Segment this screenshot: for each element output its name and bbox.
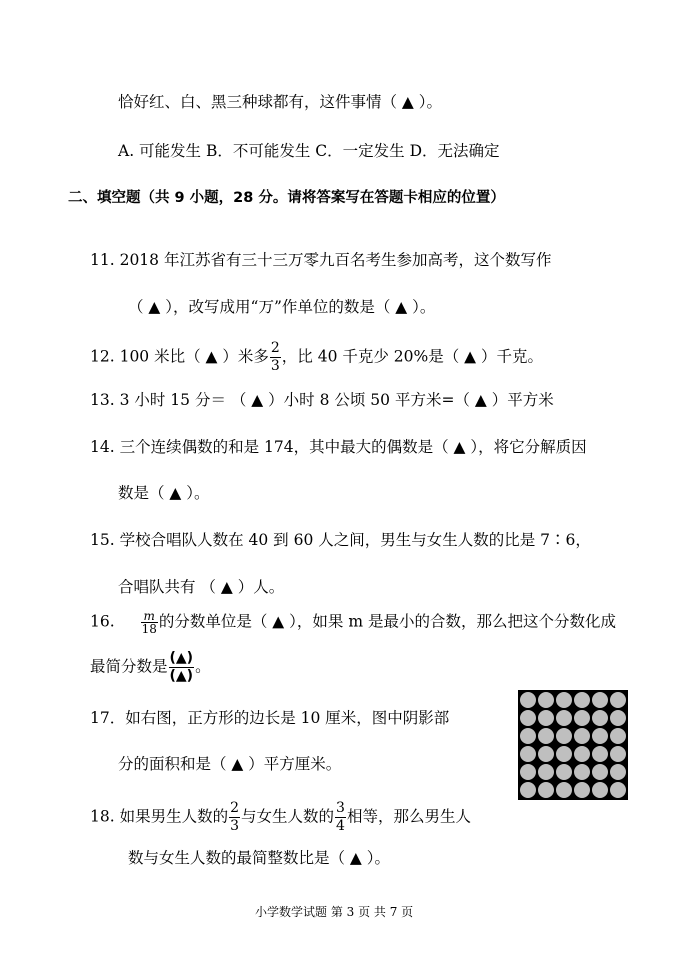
grid-circle xyxy=(538,782,555,799)
grid-circle xyxy=(556,764,573,781)
fraction-denominator: 18 xyxy=(141,622,157,636)
grid-circle xyxy=(610,710,627,727)
grid-circle xyxy=(574,764,591,781)
fraction-denominator: 3 xyxy=(270,358,280,374)
grid-circle xyxy=(520,764,537,781)
q16-text: 的分数单位是（ ▲ ），如果 m 是最小的合数，那么把这个分数化成 xyxy=(158,612,616,631)
fraction-numerator: 2 xyxy=(230,800,239,816)
q12 xyxy=(90,340,543,375)
grid-circle xyxy=(610,692,627,709)
fraction-denominator: (▲) xyxy=(169,668,194,684)
section-title: 二、填空题（共 9 小题，28 分。请将答案写在答题卡相应的位置） xyxy=(68,190,505,206)
fraction-numerator: 3 xyxy=(336,800,345,816)
q17-line2: 分的面积和是（ ▲ ）平方厘米。 xyxy=(118,755,342,773)
fraction-numerator: m xyxy=(141,610,158,623)
q13: 13. 3 小时 15 分＝ （ ▲ ）小时 8 公顷 50 平方米=（ ▲ ）平方米 xyxy=(90,391,554,409)
grid-circle xyxy=(556,710,573,727)
q18-text-2: 与女生人数的 xyxy=(241,807,335,826)
grid-circle xyxy=(592,746,609,763)
grid-circle xyxy=(520,728,537,745)
grid-circle xyxy=(538,764,555,781)
grid-circle xyxy=(574,782,591,799)
grid-circle xyxy=(538,710,555,727)
grid-circle xyxy=(520,692,537,709)
grid-circle xyxy=(556,728,573,745)
q18-text-1: 18. 如果男生人数的 xyxy=(90,807,229,826)
q10-options: A. 可能发生 B．不可能发生 C．一定发生 D．无法确定 xyxy=(118,142,500,160)
grid-circle xyxy=(556,782,573,799)
fraction-numerator: 2 xyxy=(270,340,280,356)
fraction-m-over-18 xyxy=(141,610,158,635)
q10-continuation: 恰好红、白、黑三种球都有，这件事情（ ▲ ）。 xyxy=(118,93,443,111)
q16-line2 xyxy=(90,650,211,685)
q18-text-3: 相等，那么男生人 xyxy=(346,807,471,826)
grid-circle xyxy=(538,692,555,709)
grid-circle xyxy=(574,710,591,727)
q15-line1: 15. 学校合唱队人数在 40 到 60 人之间，男生与女生人数的比是 7∶6， xyxy=(90,531,591,549)
fraction-three-fourths xyxy=(335,800,346,835)
fraction-denominator: 4 xyxy=(336,818,345,834)
grid-circle xyxy=(538,728,555,745)
q11-line2: （ ▲ ），改写成用“万”作单位的数是（ ▲ ）。 xyxy=(128,298,436,316)
grid-circle xyxy=(520,710,537,727)
grid-circle xyxy=(574,692,591,709)
fraction-denominator: 3 xyxy=(230,818,239,834)
grid-circle xyxy=(574,746,591,763)
q11-line1: 11. 2018 年江苏省有三十三万零九百名考生参加高考，这个数写作 xyxy=(90,251,552,269)
fraction-two-thirds xyxy=(270,340,281,375)
q16-number: 16. xyxy=(90,612,115,631)
q15-line2: 合唱队共有 （ ▲ ）人。 xyxy=(118,578,285,596)
grid-circle xyxy=(538,746,555,763)
fraction-numerator: (▲) xyxy=(169,650,194,666)
q18-line2: 数与女生人数的最简整数比是（ ▲ ）。 xyxy=(128,849,391,867)
grid-circle xyxy=(592,782,609,799)
q12-text-b: ，比 40 千克少 20%是（ ▲ ）千克。 xyxy=(281,347,544,366)
grid-circle xyxy=(520,746,537,763)
answer-fraction xyxy=(169,650,195,685)
grid-circle xyxy=(592,692,609,709)
grid-circle xyxy=(556,746,573,763)
grid-circle xyxy=(520,782,537,799)
circle-grid-figure xyxy=(518,690,628,800)
grid-circle xyxy=(610,782,627,799)
grid-circle xyxy=(610,764,627,781)
grid-circle xyxy=(592,764,609,781)
page-footer: 小学数学试题 第 3 页 共 7 页 xyxy=(255,905,414,919)
q18-line1 xyxy=(90,800,471,835)
q14-line2: 数是（ ▲ ）。 xyxy=(118,484,210,502)
grid-background xyxy=(519,691,627,799)
q16-text-b: 最简分数是 xyxy=(90,657,168,676)
q17-line1: 17．如右图，正方形的边长是 10 厘米，图中阴影部 xyxy=(90,709,450,727)
q16-end: 。 xyxy=(195,657,211,676)
fraction-two-thirds xyxy=(229,800,240,835)
q12-text-a: 12. 100 米比（ ▲ ）米多 xyxy=(90,347,269,366)
q14-line1: 14. 三个连续偶数的和是 174，其中最大的偶数是（ ▲ ），将它分解质因 xyxy=(90,438,587,456)
grid-circle xyxy=(592,710,609,727)
grid-circle xyxy=(610,728,627,745)
q16-line1 xyxy=(90,610,616,635)
grid-circle xyxy=(556,692,573,709)
grid-circle xyxy=(574,728,591,745)
grid-circle xyxy=(610,746,627,763)
grid-circle xyxy=(592,728,609,745)
